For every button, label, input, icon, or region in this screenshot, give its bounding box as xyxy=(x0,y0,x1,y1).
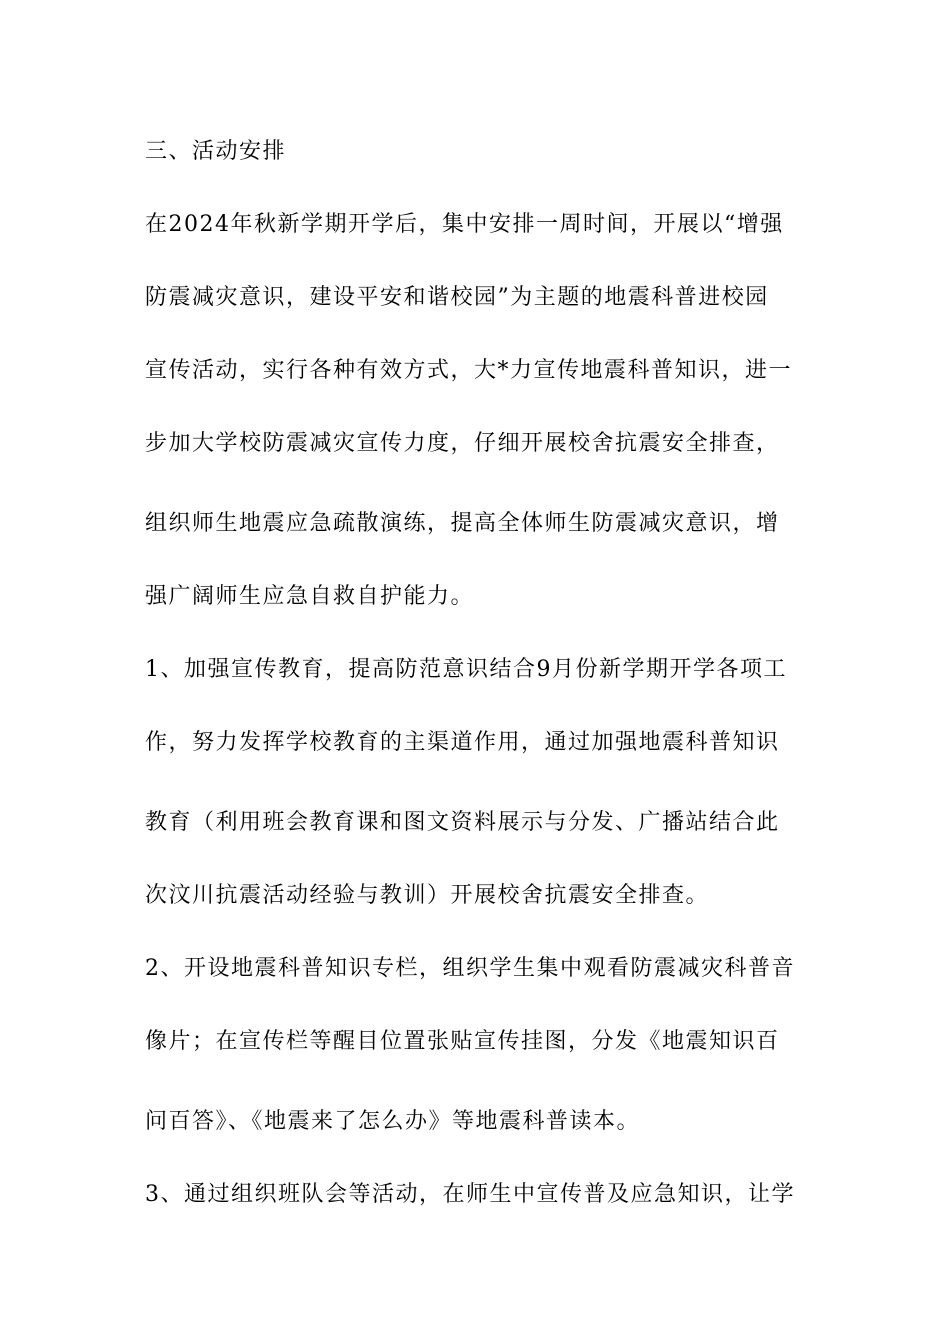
text-line: 组织师生地震应急疏散演练，提高全体师生防震减灾意识，增 xyxy=(145,511,780,536)
text-line: 作，努力发挥学校教育的主渠道作用，通过加强地震科普知识 xyxy=(145,730,780,755)
section-heading: 三、活动安排 xyxy=(145,139,287,164)
text-line: 强广阔师生应急自救自护能力。 xyxy=(145,584,475,609)
text-line: 3、通过组织班队会等活动，在师生中宣传普及应急知识，让学 xyxy=(145,1182,795,1207)
text-line: 像片；在宣传栏等醒目位置张贴宣传挂图，分发《地震知识百 xyxy=(145,1029,780,1054)
text-line: 2、开设地震科普知识专栏，组织学生集中观看防震减灾科普音 xyxy=(145,956,795,981)
text-line: 在2024年秋新学期开学后，集中安排一周时间，开展以“增强 xyxy=(145,212,784,237)
text-line: 步加大学校防震减灾宣传力度，仔细开展校舍抗震安全排查， xyxy=(145,431,780,456)
text-line: 防震减灾意识，建设平安和谐校园”为主题的地震科普进校园 xyxy=(145,285,769,310)
text-line: 1、加强宣传教育，提高防范意识结合9月份新学期开学各项工 xyxy=(145,657,787,682)
text-line: 宣传活动，实行各种有效方式，大*力宣传地震科普知识，进一 xyxy=(145,358,793,383)
text-line: 次汶川抗震活动经验与教训）开展校舍抗震安全排查。 xyxy=(145,883,710,908)
text-line: 教育（利用班会教育课和图文资料展示与分发、广播站结合此 xyxy=(145,810,780,835)
text-line: 问百答》、《地震来了怎么办》等地震科普读本。 xyxy=(145,1109,641,1134)
